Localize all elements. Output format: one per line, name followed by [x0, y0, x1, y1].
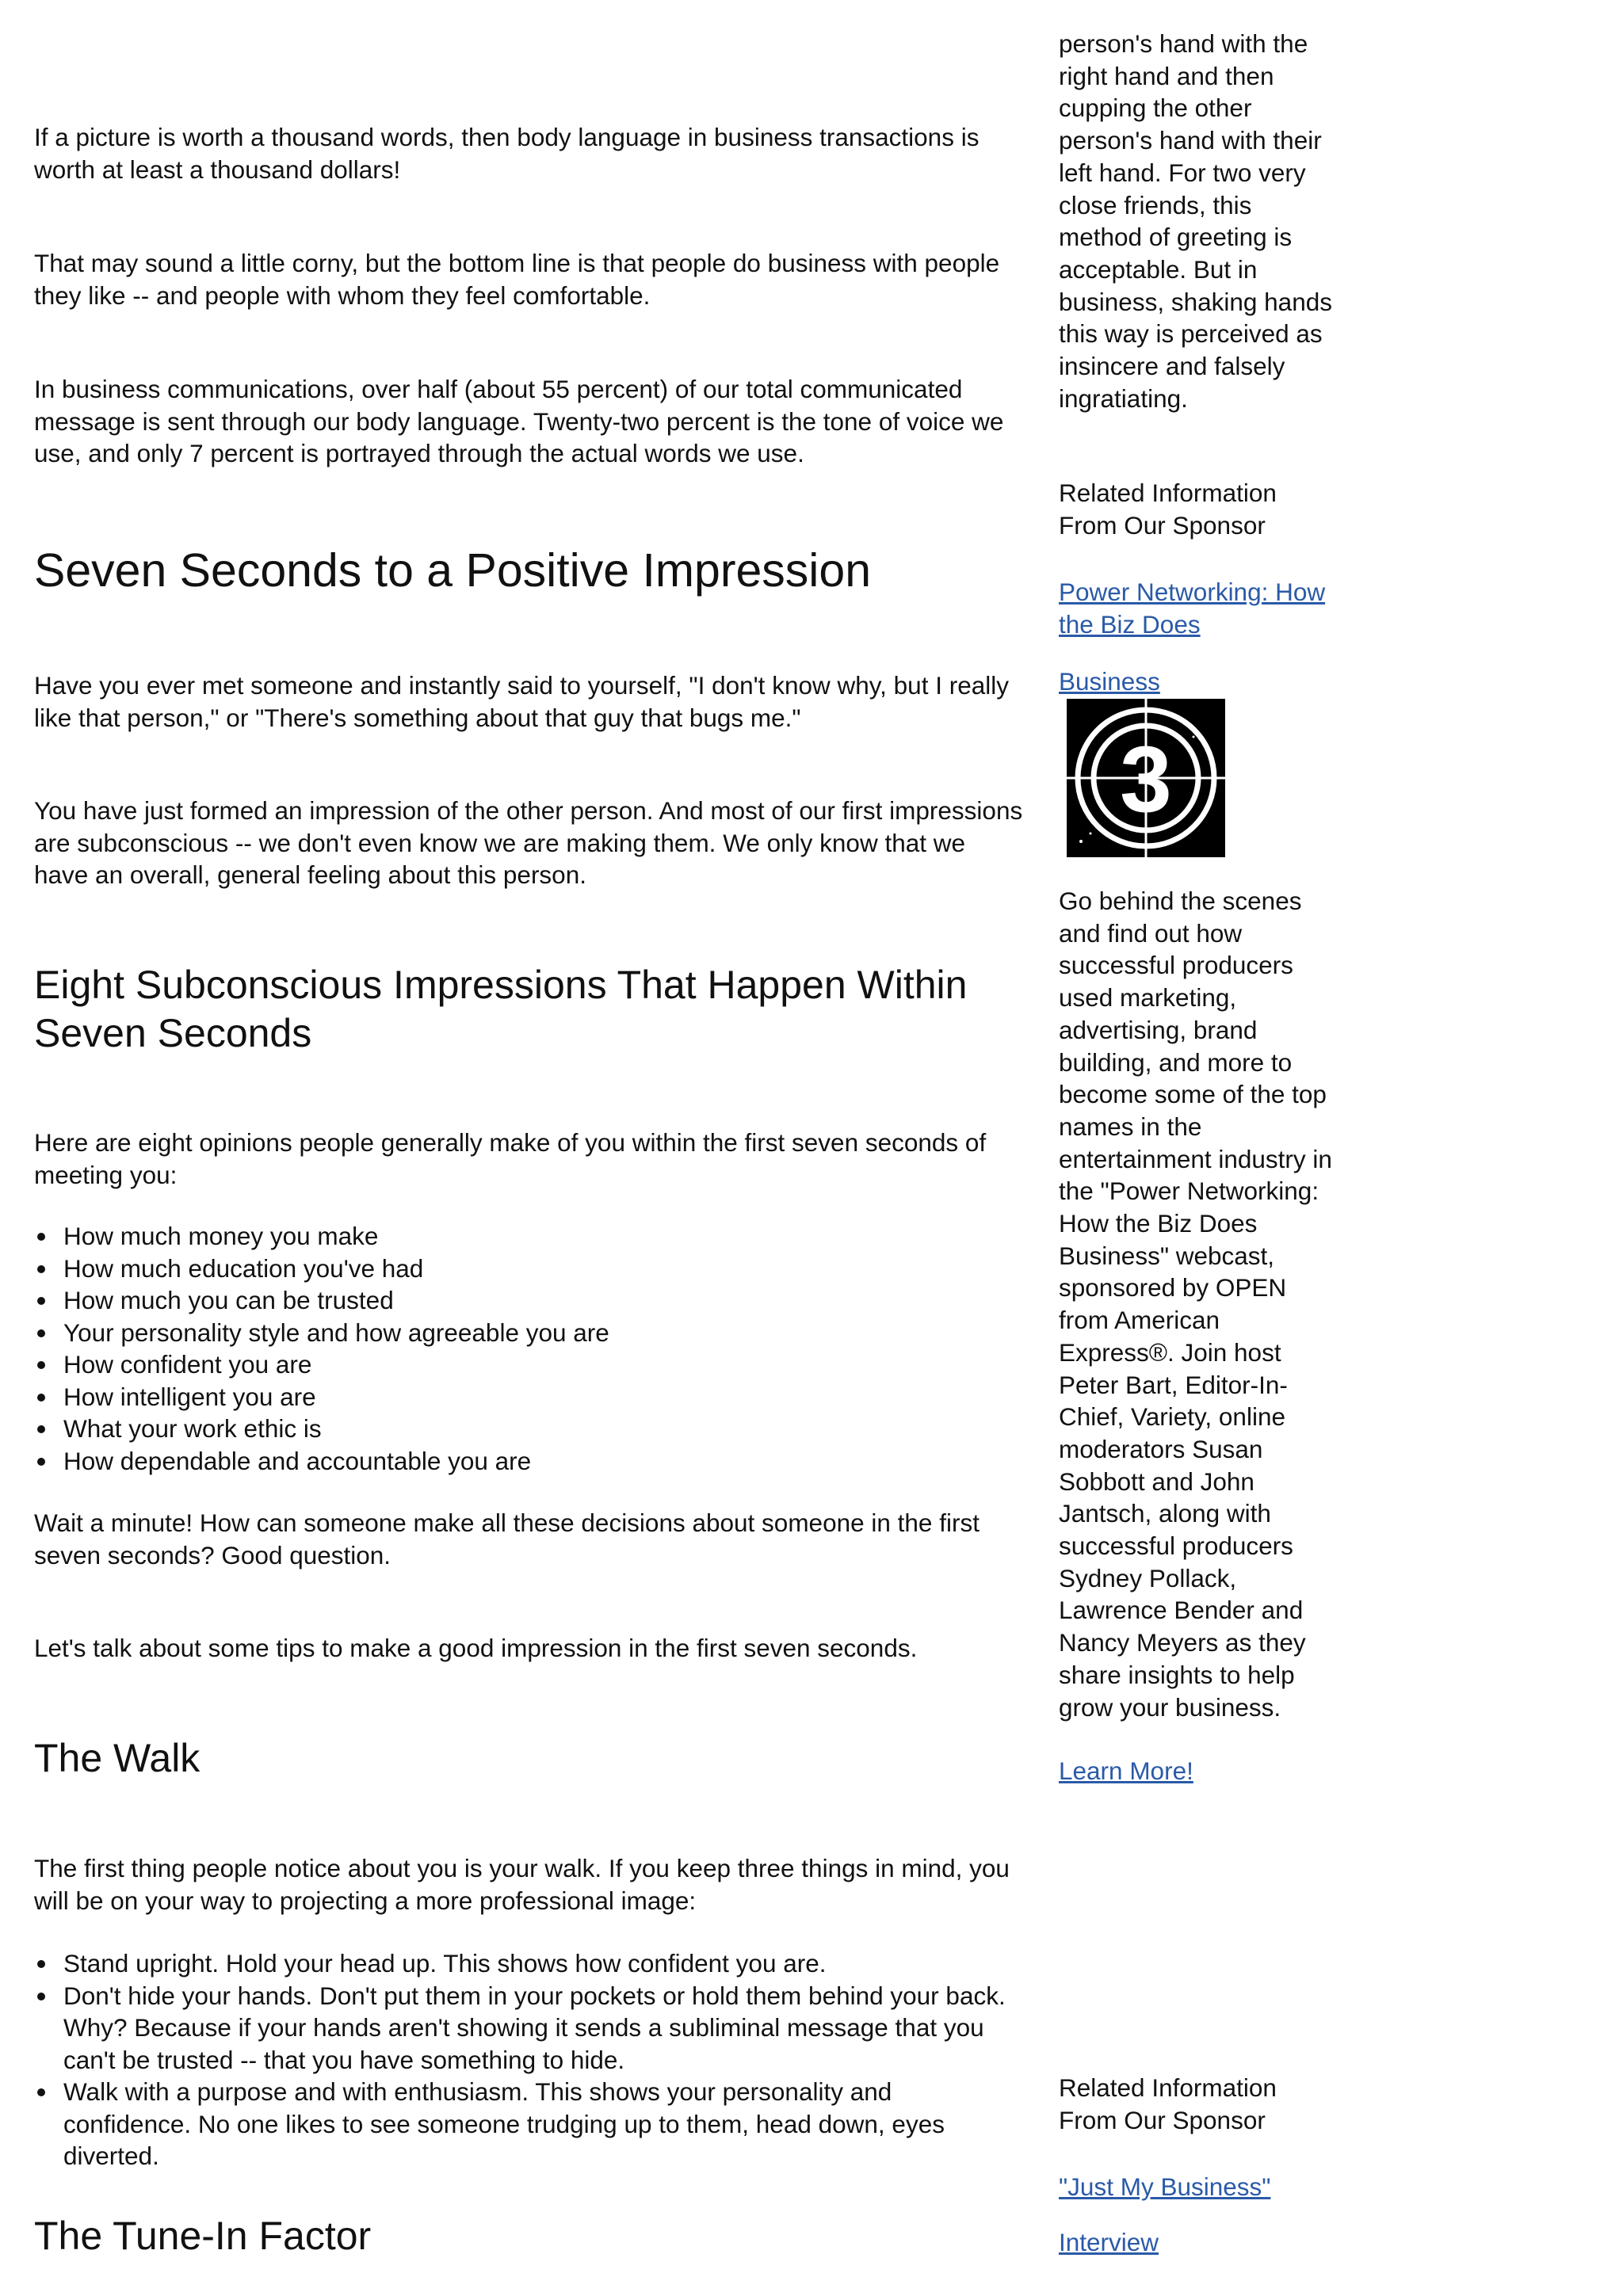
list-item: Walk with a purpose and with enthusiasm. This shows your personality and confidence. No one likes to see someone trudging up to them, head down, eyes diverted. [34, 2076, 1025, 2172]
heading-the-walk: The Walk [34, 1736, 200, 1780]
sponsor-link-text[interactable]: Power Networking: How the Biz Does [1059, 578, 1326, 639]
heading-eight-impressions: Eight Subconscious Impressions That Happen Within Seven Seconds [34, 963, 968, 1055]
list-item: How dependable and accountable you are [34, 1445, 609, 1478]
list-item: How much education you've had [34, 1253, 609, 1285]
list-item: Stand upright. Hold your head up. This shows how confident you are. [34, 1947, 1025, 1980]
learn-more-link-text[interactable]: Learn More! [1059, 1756, 1193, 1785]
sponsor-link-just-my-business[interactable] [1059, 2171, 1336, 2203]
list-item: Don't hide your hands. Don't put them in your pockets or hold them behind your back. Why? Because if your hands aren't showing it sends a subliminal message that you can't be trusted -- that you have something to hide. [34, 1980, 1025, 2077]
impressions-list [34, 1220, 609, 1477]
film-countdown-3-icon[interactable] [1067, 699, 1225, 857]
list-item: How intelligent you are [34, 1381, 609, 1413]
handshake-paragraph: person's hand with the right hand and then cupping the other person's hand with their left hand. For two very close friends, this method of greeting is acceptable. But in business, shaking hands this way is perceived as insincere and falsely ingratiating. [1059, 29, 1332, 413]
walk-intro-paragraph: The first thing people notice about you is your walk. If you keep three things in mind, you will be on your way to projecting a more professional image: [34, 1854, 1010, 1915]
seven-seconds-paragraph-2: You have just formed an impression of the other person. And most of our first impressions are subconscious -- we don't even know we are making them. We only know that we have an overall, general feeling about this person. [34, 796, 1023, 889]
intro-paragraph-3: In business communications, over half (about 55 percent) of our total communicated message is sent through our body language. Twenty-two percent is the tone of voice we use, and only 7 percent is portrayed through the actual words we use. [34, 375, 1004, 467]
list-item: How confident you are [34, 1348, 609, 1381]
intro-paragraph-2: That may sound a little corny, but the bottom line is that people do business with people they like -- and people with whom they feel comfortable. [34, 249, 1000, 310]
learn-more-link[interactable] [1059, 1755, 1336, 1787]
heading-tune-in-factor: The Tune-In Factor [34, 2214, 372, 2258]
heading-seven-seconds: Seven Seconds to a Positive Impression [34, 544, 872, 597]
sponsor-description: Go behind the scenes and find out how successful producers used marketing, advertising, brand building, and more to become some of the top names in the entertainment industry in the "Power Networking: How the Biz Does Business" webcast, sponsored by OPEN from American Express®. Join host Peter Bart, Editor-In-Chief, Variety, online moderators Susan Sobbott and John Jantsch, along with successful producers Sydney Pollack, Lawrence Bender and Nancy Meyers as they share insights to help grow your business. [1059, 887, 1332, 1722]
list-item: Your personality style and how agreeable you are [34, 1317, 609, 1349]
sponsor-label: Related Information From Our Sponsor [1059, 479, 1277, 540]
sponsor-link-business[interactable] [1059, 666, 1336, 698]
svg-text:3: 3 [1120, 727, 1172, 832]
sponsor-link-interview[interactable] [1059, 2226, 1336, 2259]
walk-list [34, 1947, 1025, 2172]
sponsor-link-text[interactable]: Interview [1059, 2228, 1159, 2256]
sponsor-link-text[interactable]: Business [1059, 667, 1160, 696]
sponsor-label-2: Related Information From Our Sponsor [1059, 2073, 1277, 2134]
list-item: How much you can be trusted [34, 1284, 609, 1317]
wait-paragraph: Wait a minute! How can someone make all these decisions about someone in the first seven seconds? Good question. [34, 1508, 980, 1569]
sponsor-link-power-networking[interactable] [1059, 576, 1336, 640]
tips-paragraph: Let's talk about some tips to make a good impression in the first seven seconds. [34, 1634, 918, 1662]
sponsor-link-text[interactable]: "Just My Business" [1059, 2172, 1271, 2201]
list-item: How much money you make [34, 1220, 609, 1253]
seven-seconds-paragraph-1: Have you ever met someone and instantly said to yourself, "I don't know why, but I really like that person," or "There's something about that guy that bugs me." [34, 671, 1009, 732]
list-item: What your work ethic is [34, 1413, 609, 1445]
intro-paragraph-1: If a picture is worth a thousand words, then body language in business transactions is worth at least a thousand dollars! [34, 123, 980, 184]
eight-intro-paragraph: Here are eight opinions people generally make of you within the first seven seconds of meeting you: [34, 1128, 987, 1189]
